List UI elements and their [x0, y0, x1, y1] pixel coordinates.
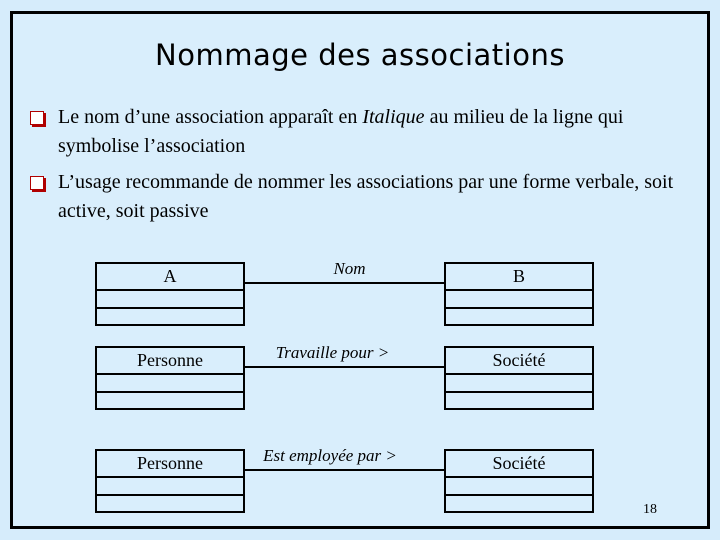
class-operations	[446, 496, 592, 511]
class-attributes	[97, 478, 243, 496]
class-attributes	[446, 291, 592, 309]
association-line	[245, 469, 444, 471]
uml-class-right	[444, 262, 594, 326]
bullet-text: L’usage recommande de nommer les associations par une forme verbale, soit active, soit passive	[58, 171, 674, 222]
class-operations	[446, 393, 592, 408]
checkbox-bullet-icon	[30, 176, 44, 190]
class-name: Personne	[97, 451, 243, 478]
bullet-text: Le nom d’une association apparaît en Italique au milieu de la ligne qui symbolise l’association	[58, 106, 624, 157]
class-attributes	[97, 291, 243, 309]
uml-class-right	[444, 449, 594, 513]
checkbox-bullet-icon	[30, 111, 44, 125]
bullet-item	[34, 103, 684, 161]
association-line	[245, 282, 444, 284]
page-number: 18	[643, 502, 657, 517]
association-line	[245, 366, 444, 368]
association-name: Est employée par >	[263, 446, 397, 465]
class-name: Société	[446, 451, 592, 478]
uml-class-left	[95, 346, 245, 410]
class-operations	[446, 309, 592, 324]
class-operations	[97, 309, 243, 324]
class-attributes	[446, 478, 592, 496]
association-name: Nom	[333, 259, 366, 278]
class-attributes	[97, 375, 243, 393]
class-name: Société	[446, 348, 592, 375]
class-name: B	[446, 264, 592, 291]
class-operations	[97, 393, 243, 408]
class-name: Personne	[97, 348, 243, 375]
class-attributes	[446, 375, 592, 393]
uml-class-right	[444, 346, 594, 410]
class-name: A	[97, 264, 243, 291]
association-name: Travaille pour >	[275, 343, 390, 362]
class-operations	[97, 496, 243, 511]
slide-title: Nommage des associations	[155, 38, 565, 72]
uml-class-left	[95, 262, 245, 326]
uml-class-left	[95, 449, 245, 513]
bullet-item	[34, 168, 684, 226]
